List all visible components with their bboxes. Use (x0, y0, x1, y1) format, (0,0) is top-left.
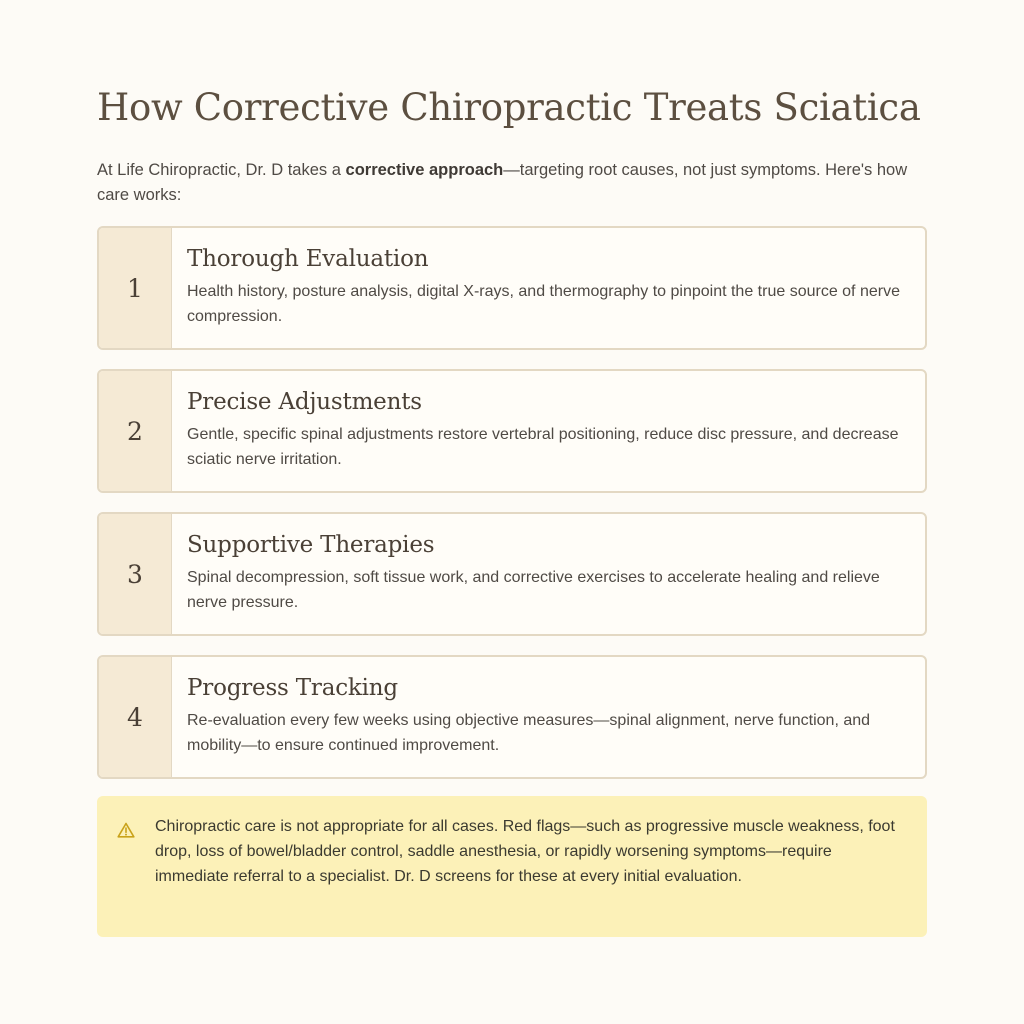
intro-paragraph (97, 158, 937, 208)
step-number: 3 (99, 514, 172, 634)
step-title: Progress Tracking (187, 675, 398, 701)
intro-emphasis: corrective approach (345, 161, 504, 179)
warning-callout (97, 796, 927, 937)
step-description: Gentle, specific spinal adjustments restore vertebral positioning, reduce disc pressure, and decrease sciatic nerve irritation. (187, 426, 899, 468)
step-body (172, 657, 925, 777)
step-card-therapies (97, 512, 927, 636)
step-card-evaluation (97, 226, 927, 350)
intro-text-prefix: At Life Chiropractic, Dr. D takes a (97, 161, 346, 179)
step-card-adjustments (97, 369, 927, 493)
step-body (172, 228, 925, 348)
page-title: How Corrective Chiropractic Treats Sciatica (97, 86, 921, 129)
step-body (172, 514, 925, 634)
step-title: Thorough Evaluation (187, 246, 429, 272)
warning-triangle-icon (117, 822, 135, 838)
step-title: Supportive Therapies (187, 532, 435, 558)
step-number: 4 (99, 657, 172, 777)
step-number: 1 (99, 228, 172, 348)
step-description: Health history, posture analysis, digital X-rays, and thermography to pinpoint the true source of nerve compression. (187, 283, 900, 325)
step-number: 2 (99, 371, 172, 491)
steps-list (97, 226, 927, 798)
step-title: Precise Adjustments (187, 389, 422, 415)
step-body (172, 371, 925, 491)
intro-text-suffix: —targeting root causes, not just symptoms. Here's how care works: (97, 161, 908, 204)
step-description: Spinal decompression, soft tissue work, and corrective exercises to accelerate healing and relieve nerve pressure. (187, 569, 880, 611)
step-description: Re-evaluation every few weeks using objective measures—spinal alignment, nerve function, and mobility—to ensure continued improvement. (187, 712, 871, 754)
step-card-tracking (97, 655, 927, 779)
warning-text: Chiropractic care is not appropriate for all cases. Red flags—such as progressive muscle weakness, foot drop, loss of bowel/bladder control, saddle anesthesia, or rapidly worsening symptoms—require immediate referral to a specialist. Dr. D screens for these at every initial evaluation. (155, 818, 895, 885)
